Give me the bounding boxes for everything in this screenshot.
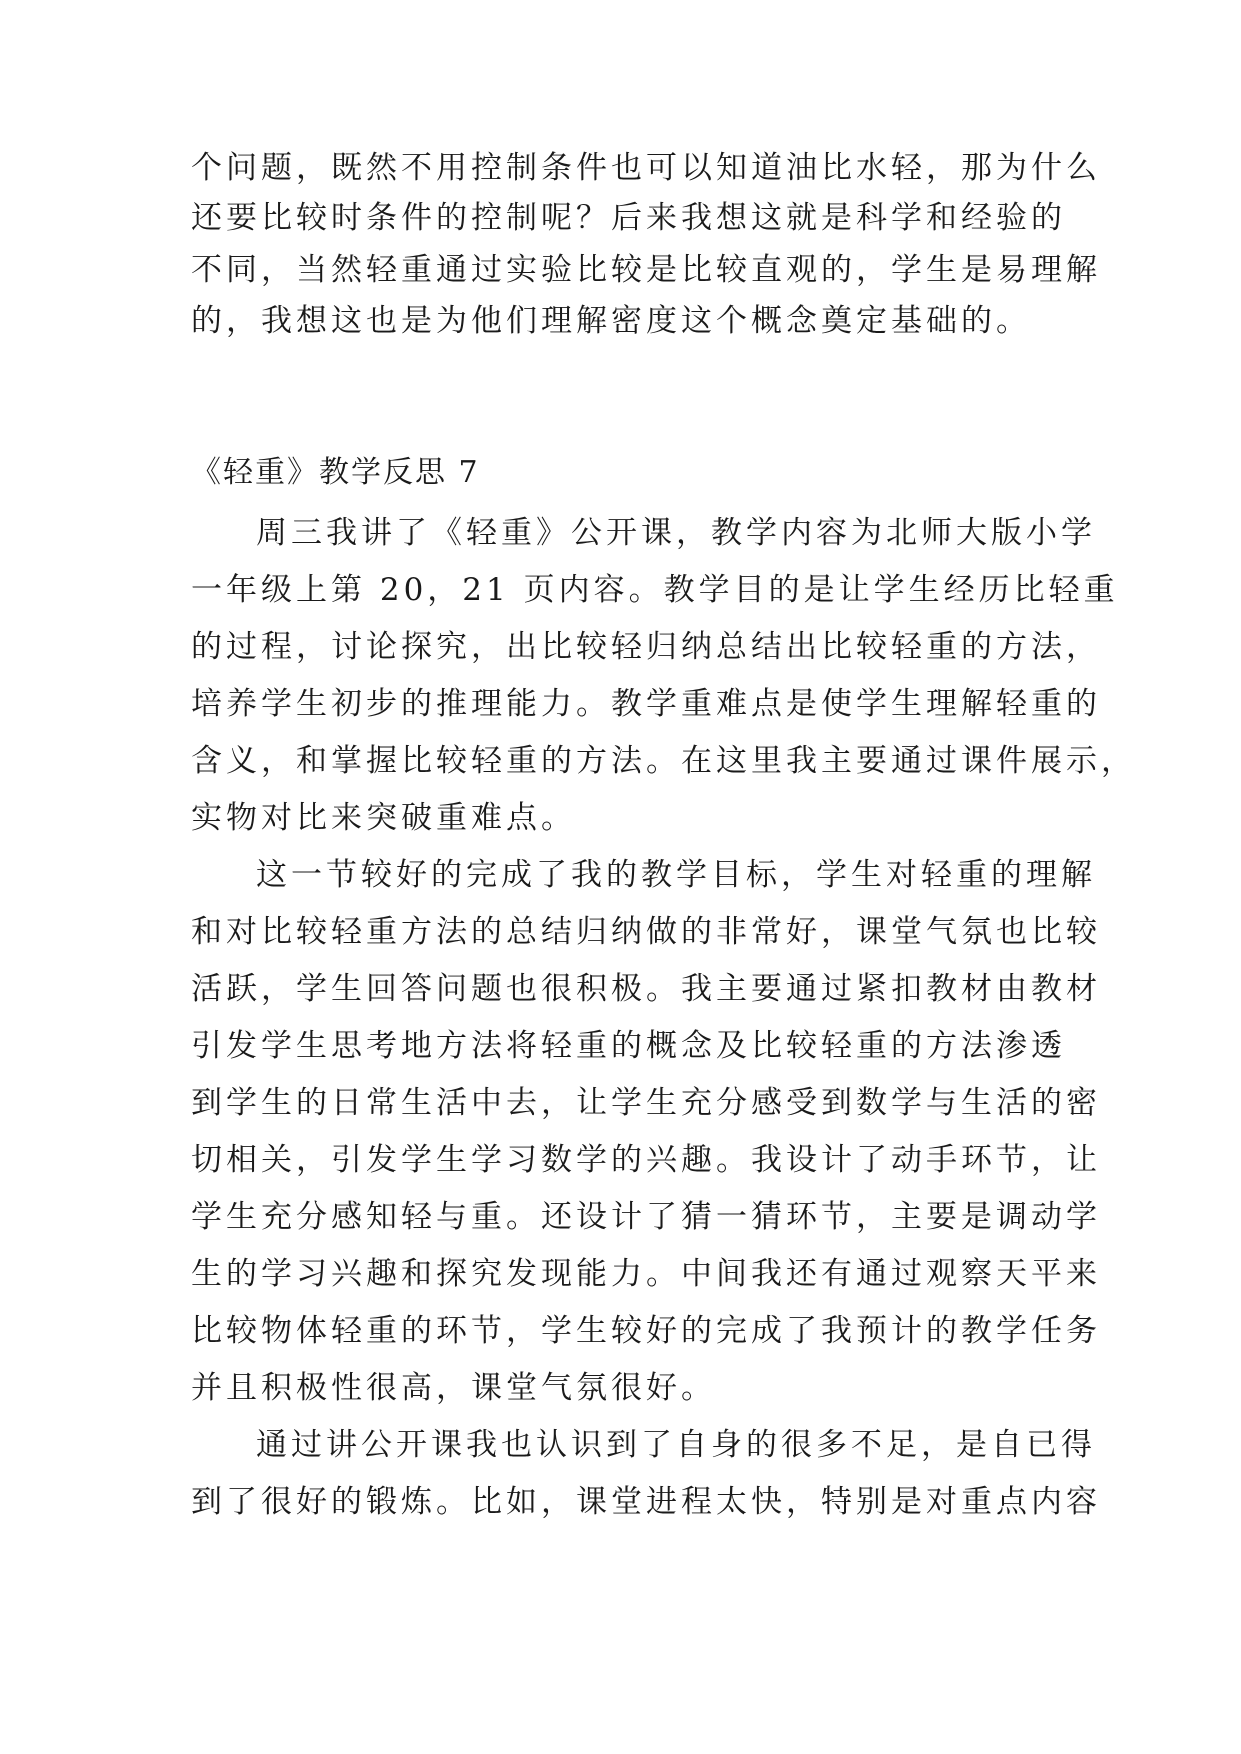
para3-line-1: 通过讲公开课我也认识到了自身的很多不足，是自已得: [256, 1427, 1096, 1463]
para2-line-4: 引发学生思考地方法将轻重的概念及比较轻重的方法渗透: [191, 1028, 1066, 1064]
para1-line-2: 一年级上第 20，21 页内容。教学目的是让学生经历比轻重: [191, 572, 1119, 608]
para2-line-8: 生的学习兴趣和探究发现能力。中间我还有通过观察天平来: [191, 1256, 1101, 1292]
para2-line-7: 学生充分感知轻与重。还设计了猜一猜环节，主要是调动学: [191, 1199, 1101, 1235]
para1-line-1: 周三我讲了《轻重》公开课，教学内容为北师大版小学: [256, 515, 1096, 551]
para2-line-6: 切相关，引发学生学习数学的兴趣。我设计了动手环节，让: [191, 1142, 1101, 1178]
intro-line-1: 个问题，既然不用控制条件也可以知道油比水轻，那为什么: [191, 150, 1101, 186]
para1-line-5: 含义，和掌握比较轻重的方法。在这里我主要通过课件展示，: [191, 743, 1136, 779]
para2-line-3: 活跃，学生回答问题也很积极。我主要通过紧扣教材由教材: [191, 971, 1101, 1007]
para2-line-5: 到学生的日常生活中去，让学生充分感受到数学与生活的密: [191, 1085, 1101, 1121]
para3-line-2: 到了很好的锻炼。比如，课堂进程太快，特别是对重点内容: [191, 1484, 1101, 1520]
para1-line-6: 实物对比来突破重难点。: [191, 800, 576, 836]
para2-line-1: 这一节较好的完成了我的教学目标，学生对轻重的理解: [256, 857, 1096, 893]
para1-line-4: 培养学生初步的推理能力。教学重难点是使学生理解轻重的: [191, 686, 1101, 722]
para2-line-2: 和对比较轻重方法的总结归纳做的非常好，课堂气氛也比较: [191, 914, 1101, 950]
intro-line-4: 的，我想这也是为他们理解密度这个概念奠定基础的。: [191, 303, 1031, 339]
para1-line-3: 的过程，讨论探究，出比较轻归纳总结出比较轻重的方法，: [191, 629, 1101, 665]
intro-line-3: 不同，当然轻重通过实验比较是比较直观的，学生是易理解: [191, 252, 1101, 288]
para2-line-9: 比较物体轻重的环节，学生较好的完成了我预计的教学任务: [191, 1313, 1101, 1349]
section-title: 《轻重》教学反思 7: [191, 455, 480, 490]
intro-line-2: 还要比较时条件的控制呢？后来我想这就是科学和经验的: [191, 200, 1066, 236]
para2-line-10: 并且积极性很高，课堂气氛很好。: [191, 1370, 716, 1406]
